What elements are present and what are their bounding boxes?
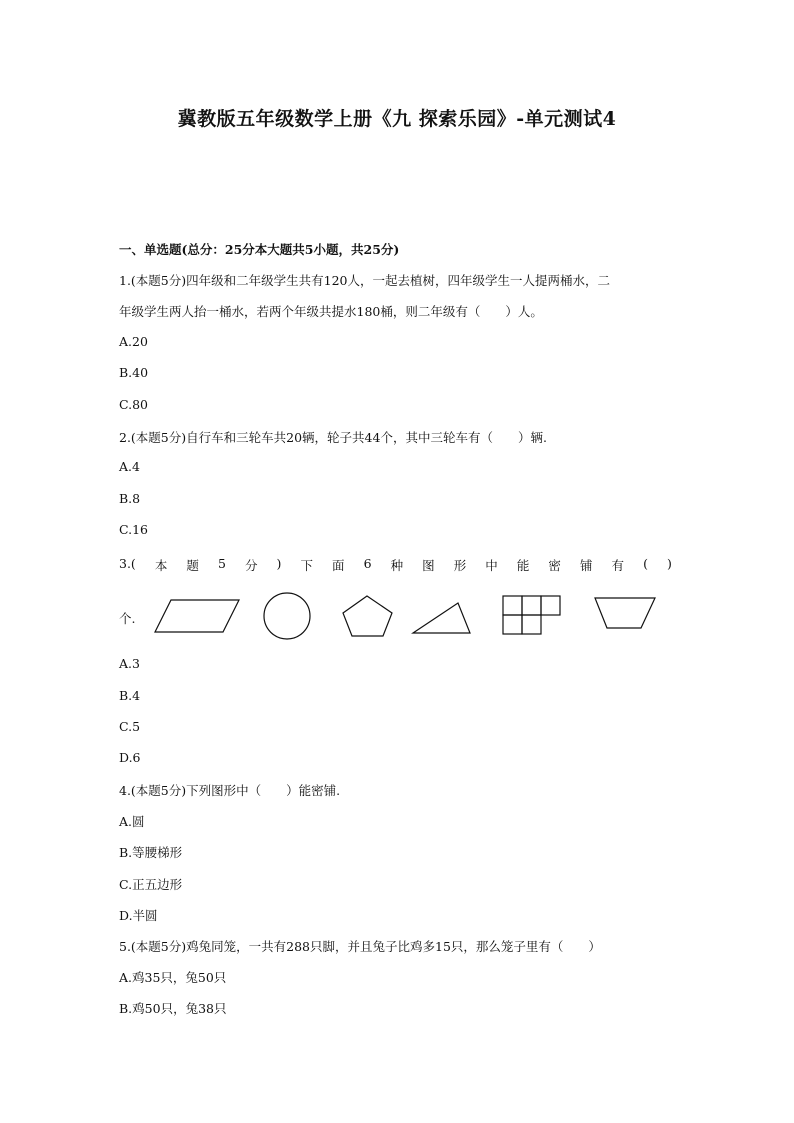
question-2-option-b[interactable]: B.8 xyxy=(119,491,141,506)
shapes-figure xyxy=(119,590,679,645)
question-4-option-a[interactable]: A.圆 xyxy=(119,814,145,829)
section-heading: 一、单选题(总分：25分本大题共5小题，共25分) xyxy=(119,242,400,257)
page-title: 冀教版五年级数学上册《九 探索乐园》-单元测试4 xyxy=(177,108,617,130)
parallelogram-shape xyxy=(155,600,239,632)
cross-net-shape xyxy=(503,596,560,634)
question-3-text xyxy=(119,556,672,574)
question-4-text: 4.(本题5分)下列图形中（ ）能密铺. xyxy=(119,783,341,798)
question-4-option-c[interactable]: C.正五边形 xyxy=(119,877,183,892)
question-5-option-b[interactable]: B.鸡50只，兔38只 xyxy=(119,1001,227,1016)
question-4-option-b[interactable]: B.等腰梯形 xyxy=(119,845,183,860)
question-4-option-d[interactable]: D.半圆 xyxy=(119,908,158,923)
question-3-option-a[interactable]: A.3 xyxy=(119,656,140,671)
question-2-option-a[interactable]: A.4 xyxy=(119,459,140,474)
question-3-option-d[interactable]: D.6 xyxy=(119,750,141,765)
q3-token: ) xyxy=(667,556,672,571)
q3-token: 能 xyxy=(516,558,530,573)
q3-token: 分 xyxy=(244,558,258,573)
q3-token: ) xyxy=(276,556,282,571)
q3-token: 3.( xyxy=(119,556,136,571)
q3-token: 密 xyxy=(548,558,561,573)
question-3-tail: 个. xyxy=(119,611,136,626)
q3-token: 5 xyxy=(217,556,226,571)
question-3-shapes xyxy=(119,590,679,645)
question-2-option-c[interactable]: C.16 xyxy=(119,522,148,537)
q3-token: 种 xyxy=(390,558,404,573)
q3-token: 下 xyxy=(300,558,313,573)
q3-token: 本 xyxy=(154,558,168,573)
q3-token: 图 xyxy=(422,558,435,573)
question-1-option-a[interactable]: A.20 xyxy=(119,334,148,349)
question-3-option-c[interactable]: C.5 xyxy=(119,719,141,734)
q3-token: 铺 xyxy=(579,558,593,573)
trapezoid-shape xyxy=(595,598,655,628)
question-5-text: 5.(本题5分)鸡兔同笼，一共有288只脚，并且兔子比鸡多15只，那么笼子里有（ ） xyxy=(119,939,601,954)
q3-token: ( xyxy=(643,556,648,571)
q3-token: 6 xyxy=(363,556,372,571)
question-5-option-a[interactable]: A.鸡35只，兔50只 xyxy=(119,970,227,985)
q3-token: 面 xyxy=(332,558,345,573)
question-1-text-line-2: 年级学生两人抬一桶水，若两个年级共提水180桶，则二年级有（ ）人。 xyxy=(119,304,543,319)
question-1-text-line-1: 1.(本题5分)四年级和二年级学生共有120人，一起去植树，四年级学生一人提两桶水，二 xyxy=(119,273,610,288)
q3-token: 有 xyxy=(611,558,625,573)
q3-token: 中 xyxy=(485,558,498,573)
q3-token: 形 xyxy=(453,558,467,573)
triangle-shape xyxy=(413,603,470,633)
circle-shape xyxy=(264,593,310,639)
question-3-option-b[interactable]: B.4 xyxy=(119,688,141,703)
question-1-option-b[interactable]: B.40 xyxy=(119,365,149,380)
q3-token: 题 xyxy=(186,558,199,573)
question-1-option-c[interactable]: C.80 xyxy=(119,397,148,412)
pentagon-shape xyxy=(343,596,392,636)
question-2-text: 2.(本题5分)自行车和三轮车共20辆，轮子共44个，其中三轮车有（ ）辆. xyxy=(119,430,547,445)
